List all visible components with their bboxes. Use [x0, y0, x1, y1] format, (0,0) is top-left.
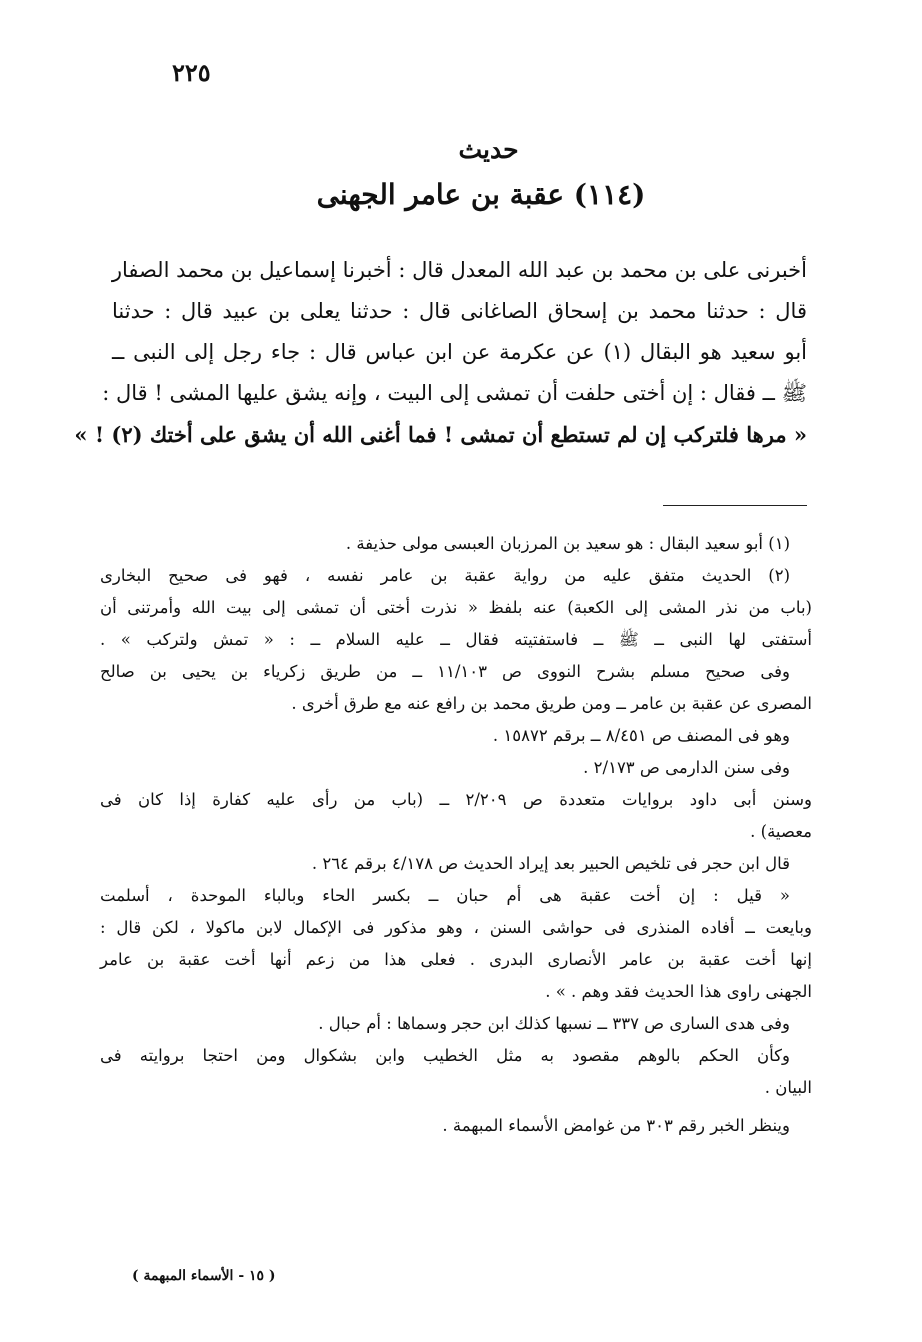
footnotes	[100, 528, 812, 1142]
hadith-line: أخبرنى على بن محمد بن عبد الله المعدل قال : أخبرنا إسماعيل بن محمد الصفار	[111, 258, 807, 282]
footnote-line: (٢) الحديث متفق عليه من رواية عقبة بن عامر نفسه ، فهو فى صحيح البخارى	[100, 566, 790, 585]
section-heading: حديث	[458, 135, 519, 164]
footnote-line: (١) أبو سعيد البقال : هو سعيد بن المرزبان العبسى مولى حذيفة .	[345, 534, 790, 553]
signature-mark: ( ١٥ - الأسماء المبهمة )	[132, 1268, 276, 1284]
footnote-line: المصرى عن عقبة بن عامر ــ ومن طريق محمد بن رافع عنه مع طرق أخرى .	[291, 694, 812, 713]
hadith-line: قال : حدثنا محمد بن إسحاق الصاغانى قال : حدثنا يعلى بن عبيد قال : حدثنا	[112, 299, 807, 323]
footnote-line: وبايعت ــ أفاده المنذرى فى حواشى السنن ، وهو مذكور فى الإكمال لابن ماكولا ، لكن قال :	[100, 918, 812, 937]
footnote-line: وفى هدى السارى ص ٣٣٧ ــ نسبها كذلك ابن حجر وسماها : أم حبال .	[318, 1014, 790, 1033]
footnote-line: البيان .	[764, 1078, 812, 1097]
footnote-divider	[663, 505, 807, 506]
footnote-line: وينظر الخبر رقم ٣٠٣ من غوامض الأسماء المبهمة .	[442, 1116, 790, 1135]
footnote-line: وكأن الحكم بالوهم مقصود به مثل الخطيب وابن بشكوال ومن احتجا بروايته فى	[100, 1046, 790, 1065]
footnote-line: الجهنى راوى هذا الحديث فقد وهم . » .	[545, 982, 812, 1001]
footnote-line: وفى سنن الدارمى ص ٢/١٧٣ .	[583, 758, 790, 777]
footnote-line: (باب من نذر المشى إلى الكعبة) عنه بلفظ « نذرت أختى أن تمشى إلى بيت الله وأمرتنى أن	[100, 598, 812, 617]
hadith-title: (١١٤) عقبة بن عامر الجهنى	[316, 178, 646, 211]
hadith-line: ﷺ ــ فقال : إن أختى حلفت أن تمشى إلى البيت ، وإنه يشق عليها المشى ! قال :	[102, 381, 807, 405]
hadith-text	[74, 250, 807, 455]
page-number: ٢٢٥	[172, 58, 211, 87]
footnote-line: « قيل : إن أخت عقبة هى أم حبان ــ بكسر الحاء وبالباء الموحدة ، أسلمت	[100, 886, 790, 905]
hadith-line: أبو سعيد هو البقال (١) عن عكرمة عن ابن عباس قال : جاء رجل إلى النبى ــ	[112, 340, 807, 364]
footnote-line: قال ابن حجر فى تلخيص الحبير بعد إيراد الحديث ص ٤/١٧٨ برقم ٢٦٤ .	[311, 854, 790, 873]
footnote-line: إنها أخت عقبة بن عامر الأنصارى البدرى . فعلى هذا من زعم أنها أخت عقبة بن عامر	[100, 950, 812, 969]
hadith-line: « مرها فلتركب إن لم تستطع أن تمشى ! فما أغنى الله أن يشق على أختك (٢) ! »	[74, 422, 807, 447]
footnote-line: معصية) .	[750, 822, 812, 841]
footnote-line: أستفتى لها النبى ــ ﷺ ــ فاستفتيته فقال ــ عليه السلام ــ : « تمش ولتركب » .	[100, 630, 812, 649]
footnote-line: وسنن أبى داود بروايات متعددة ص ٢/٢٠٩ ــ (باب من رأى عليه كفارة إذا كان فى	[100, 790, 812, 809]
footnote-line: وهو فى المصنف ص ٨/٤٥١ ــ برقم ١٥٨٧٢ .	[492, 726, 790, 745]
footnote-line: وفى صحيح مسلم بشرح النووى ص ١١/١٠٣ ــ من طريق زكرياء بن يحيى بن صالح	[100, 662, 791, 681]
